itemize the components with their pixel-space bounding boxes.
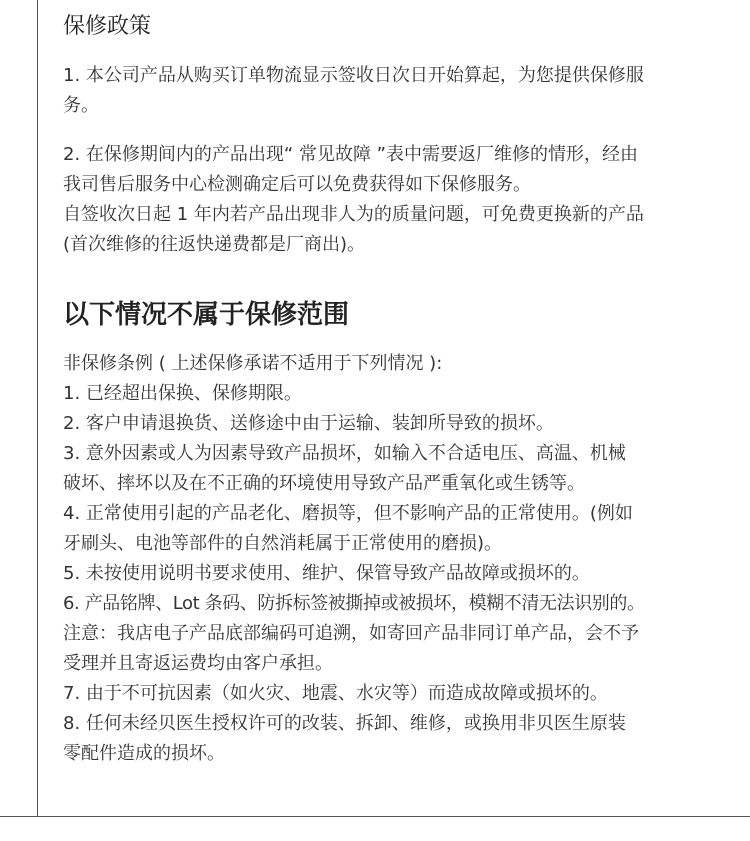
exclusion-item-continued: 牙刷头、电池等部件的自然消耗属于正常使用的磨损)。 — [63, 533, 503, 554]
warranty-policy-title: 保修政策 — [63, 14, 152, 39]
exclusion-item: 2. 客户申请退换货、送修途中由于运输、装卸所导致的损坏。 — [63, 413, 554, 434]
exclusion-note-continued: 受理并且寄返运费均由客户承担。 — [63, 653, 333, 674]
exclusion-item-continued: 零配件造成的损坏。 — [63, 743, 225, 764]
exclusion-item: 8. 任何未经贝医生授权许可的改装、拆卸、维修，或换用非贝医生原装 — [63, 713, 626, 734]
warranty-paragraph-2 — [63, 140, 718, 260]
text-line: 自签收次日起 1 年内若产品出现非人为的质量问题，可免费更换新的产品 — [63, 204, 644, 225]
text-line: 我司售后服务中心检测确定后可以免费获得如下保修服务。 — [63, 174, 531, 195]
text-line: 2. 在保修期间内的产品出现“ 常见故障 ”表中需要返厂维修的情形，经由 — [63, 144, 638, 165]
warranty-paragraph-1 — [63, 61, 718, 121]
exclusion-item: 1. 已经超出保换、保修期限。 — [63, 383, 302, 404]
exclusions-list — [63, 349, 718, 769]
text-line: (首次维修的往返快递费都是厂商出)。 — [63, 234, 366, 255]
exclusions-intro: 非保修条例 ( 上述保修承诺不适用于下列情况 ): — [63, 353, 443, 374]
exclusion-item-continued: 破坏、摔坏以及在不正确的环境使用导致产品严重氧化或生锈等。 — [63, 473, 585, 494]
bottom-border-line — [0, 816, 750, 817]
exclusion-note: 注意：我店电子产品底部编码可追溯，如寄回产品非同订单产品，会不予 — [63, 623, 639, 644]
left-border-line — [37, 0, 38, 817]
exclusions-title: 以下情况不属于保修范围 — [63, 300, 350, 330]
text-line: 1. 本公司产品从购买订单物流显示签收日次日开始算起，为您提供保修服 — [63, 65, 644, 86]
exclusion-item: 3. 意外因素或人为因素导致产品损坏，如输入不合适电压、高温、机械 — [63, 443, 626, 464]
exclusion-item: 7. 由于不可抗因素（如火灾、地震、水灾等）而造成故障或损坏的。 — [63, 683, 608, 704]
exclusion-item: 5. 未按使用说明书要求使用、维护、保管导致产品故障或损坏的。 — [63, 563, 590, 584]
exclusion-item: 6. 产品铭牌、Lot 条码、防拆标签被撕掉或被损坏，模糊不清无法识别的。 — [63, 593, 645, 614]
text-line: 务。 — [63, 95, 99, 116]
exclusion-item: 4. 正常使用引起的产品老化、磨损等，但不影响产品的正常使用。(例如 — [63, 503, 633, 524]
